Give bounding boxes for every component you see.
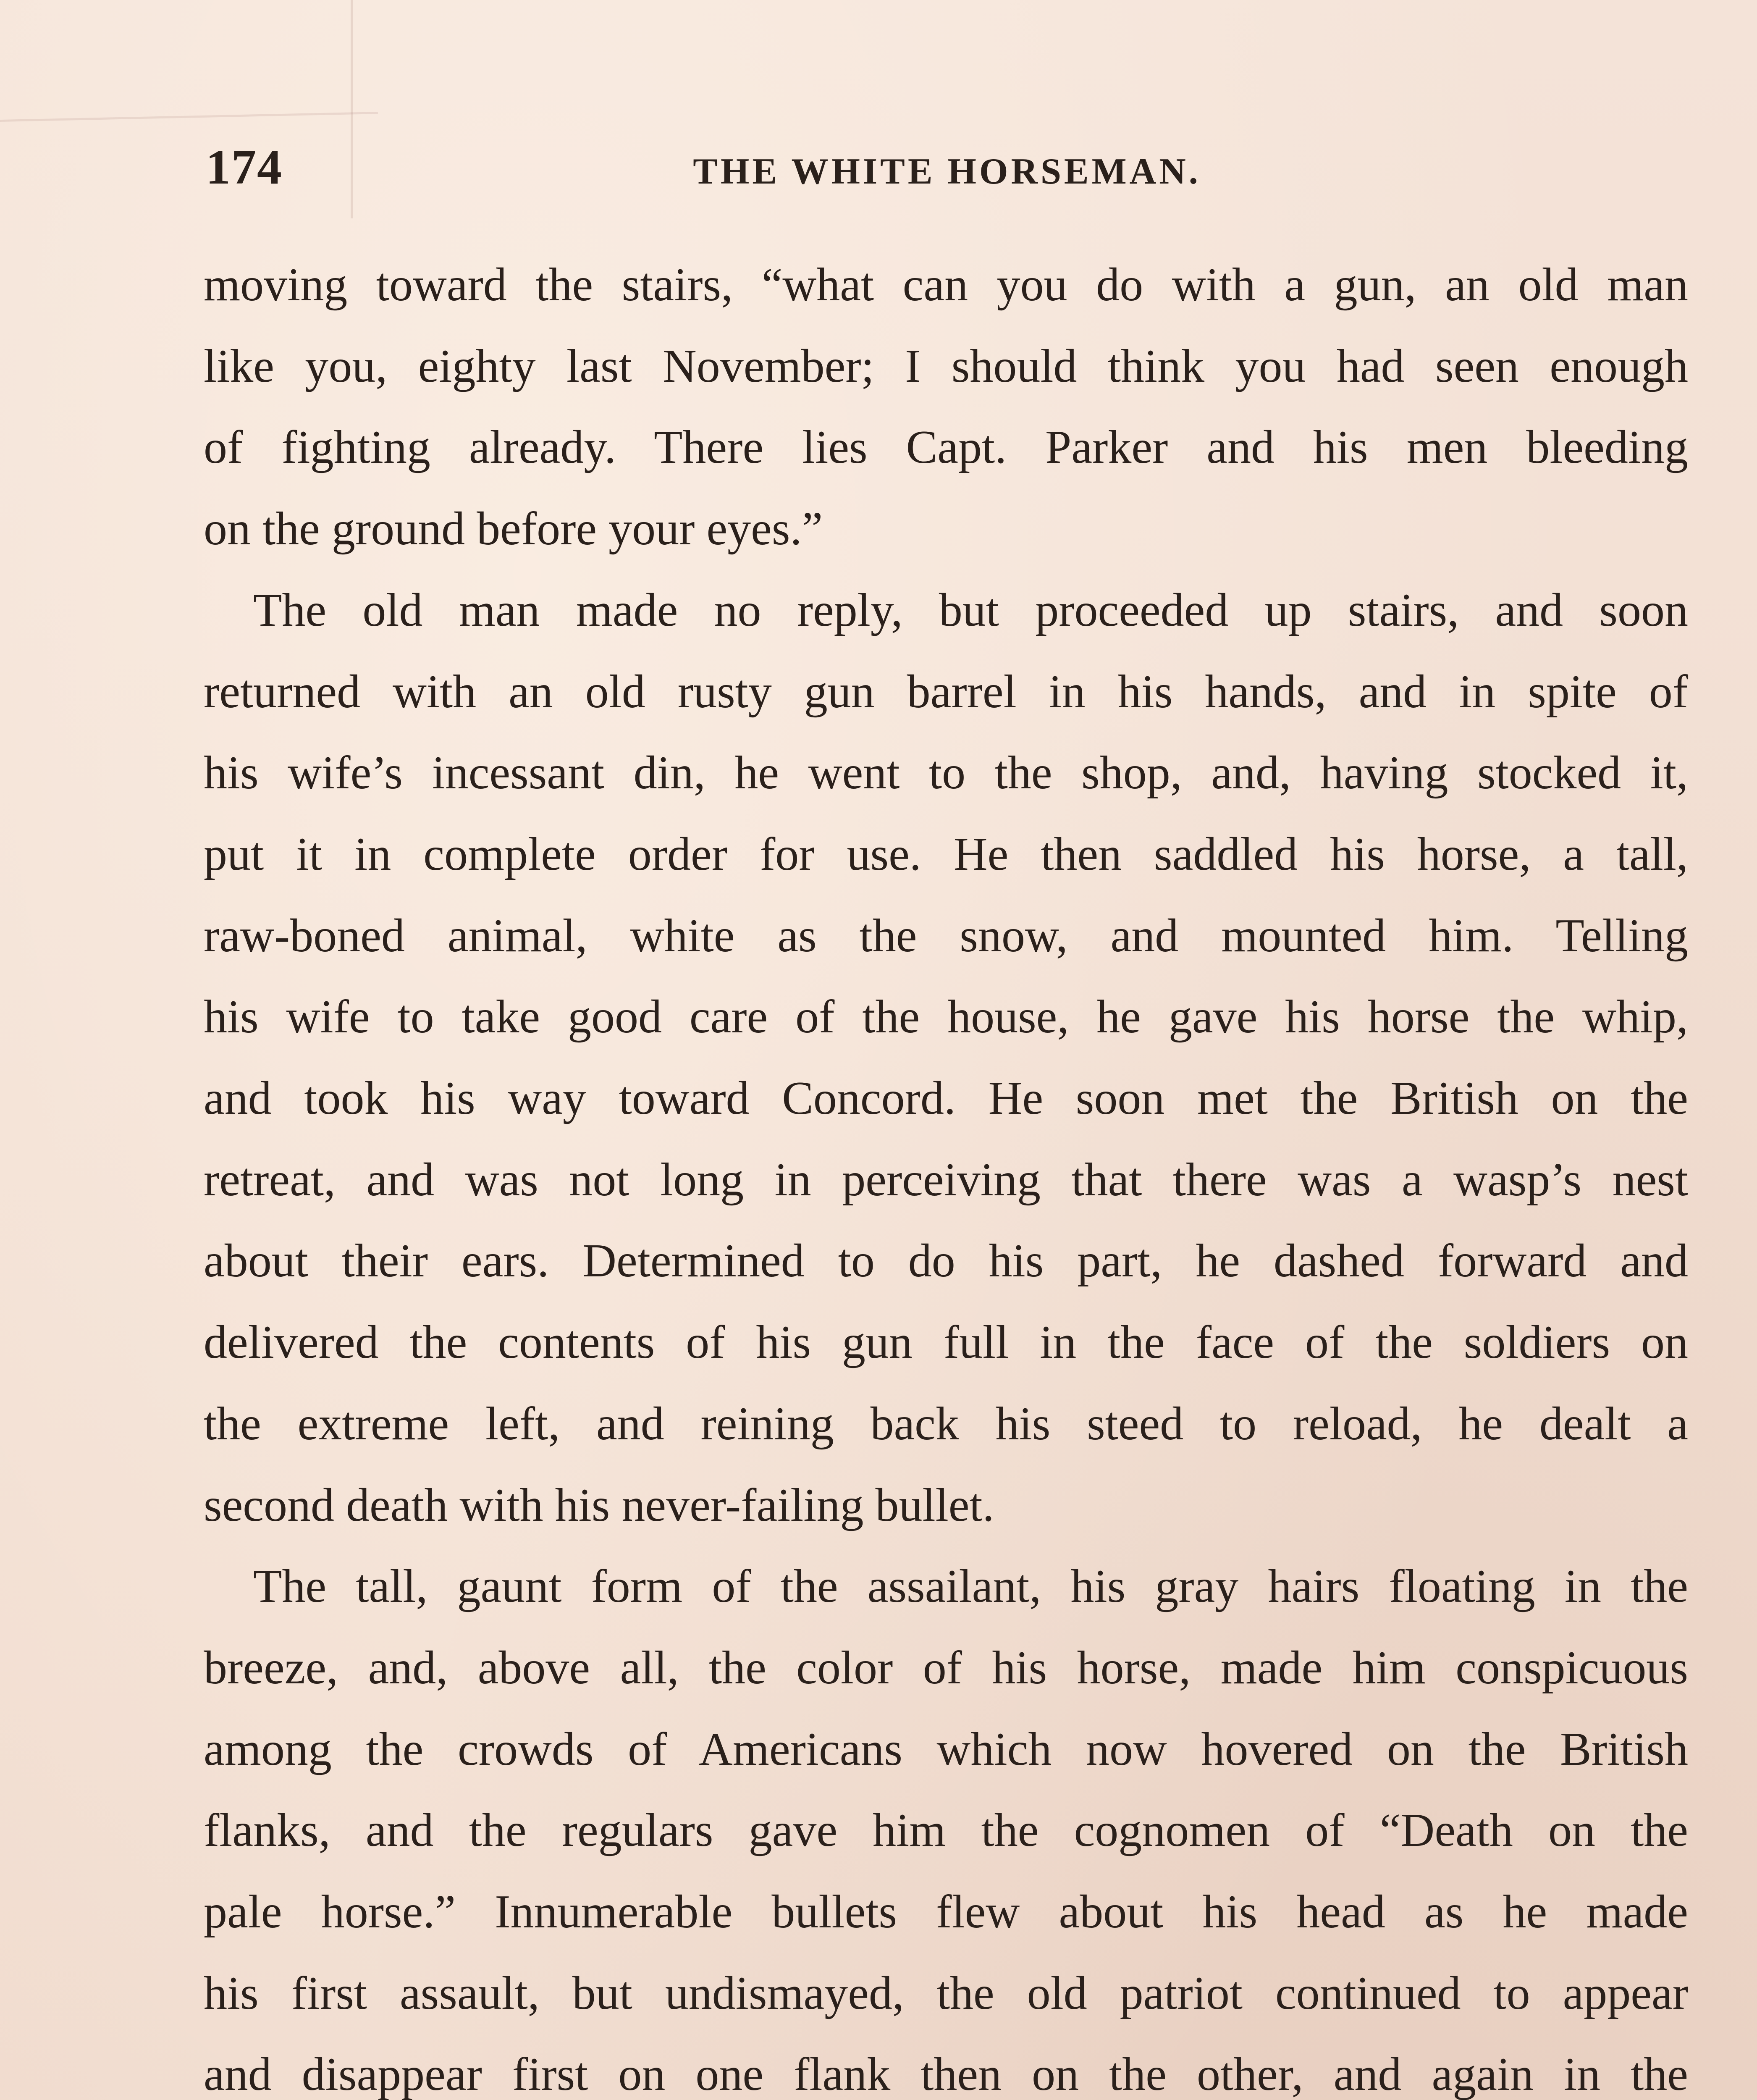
text-line: returned with an old rusty gun barrel in his hands, and in spite of (204, 665, 1688, 718)
text-line: moving toward the stairs, “what can you do with a gun, an old man (204, 259, 1688, 311)
text-line: his first assault, but undismayed, the old patriot continued to appear (204, 1967, 1688, 2019)
text-line: his wife’s incessant din, he went to the shop, and, having stocked it, (204, 747, 1688, 799)
text-line: pale horse.” Innumerable bullets flew about his head as he made (204, 1886, 1688, 1938)
running-head: THE WHITE HORSEMAN. (693, 151, 1201, 192)
text-line: his wife to take good care of the house, he gave his horse the whip, (204, 991, 1688, 1043)
body-text (204, 244, 1688, 2100)
text-line: on the ground before your eyes.” (204, 503, 823, 555)
text-line: and took his way toward Concord. He soon met the British on the (204, 1072, 1688, 1125)
text-line: flanks, and the regulars gave him the cognomen of “Death on the (204, 1804, 1688, 1857)
text-line: and disappear first on one flank then on the other, and again in the (204, 2048, 1688, 2100)
text-line: among the crowds of Americans which now hovered on the British (204, 1723, 1688, 1775)
text-line: about their ears. Determined to do his part, he dashed forward and (204, 1235, 1688, 1287)
margin-pencil-line-horizontal (0, 112, 378, 122)
page-header (206, 139, 1688, 223)
text-line: retreat, and was not long in perceiving that there was a wasp’s nest (204, 1153, 1688, 1206)
text-line: of fighting already. There lies Capt. Parker and his men bleeding (204, 421, 1688, 474)
text-line: the extreme left, and reining back his steed to reload, he dealt a (204, 1397, 1688, 1450)
text-line: put it in complete order for use. He then saddled his horse, a tall, (204, 828, 1688, 880)
text-line: second death with his never-failing bullet. (204, 1479, 994, 1531)
text-line: delivered the contents of his gun full in the face of the soldiers on (204, 1316, 1688, 1369)
text-line: raw-boned animal, white as the snow, and mounted him. Telling (204, 909, 1688, 962)
text-line: like you, eighty last November; I should think you had seen enough (204, 340, 1688, 392)
page-number: 174 (206, 139, 283, 194)
text-line: The old man made no reply, but proceeded up stairs, and soon (253, 584, 1688, 636)
text-line: breeze, and, above all, the color of his horse, made him conspicuous (204, 1641, 1688, 1694)
text-line: The tall, gaunt form of the assailant, his gray hairs floating in the (253, 1560, 1688, 1613)
